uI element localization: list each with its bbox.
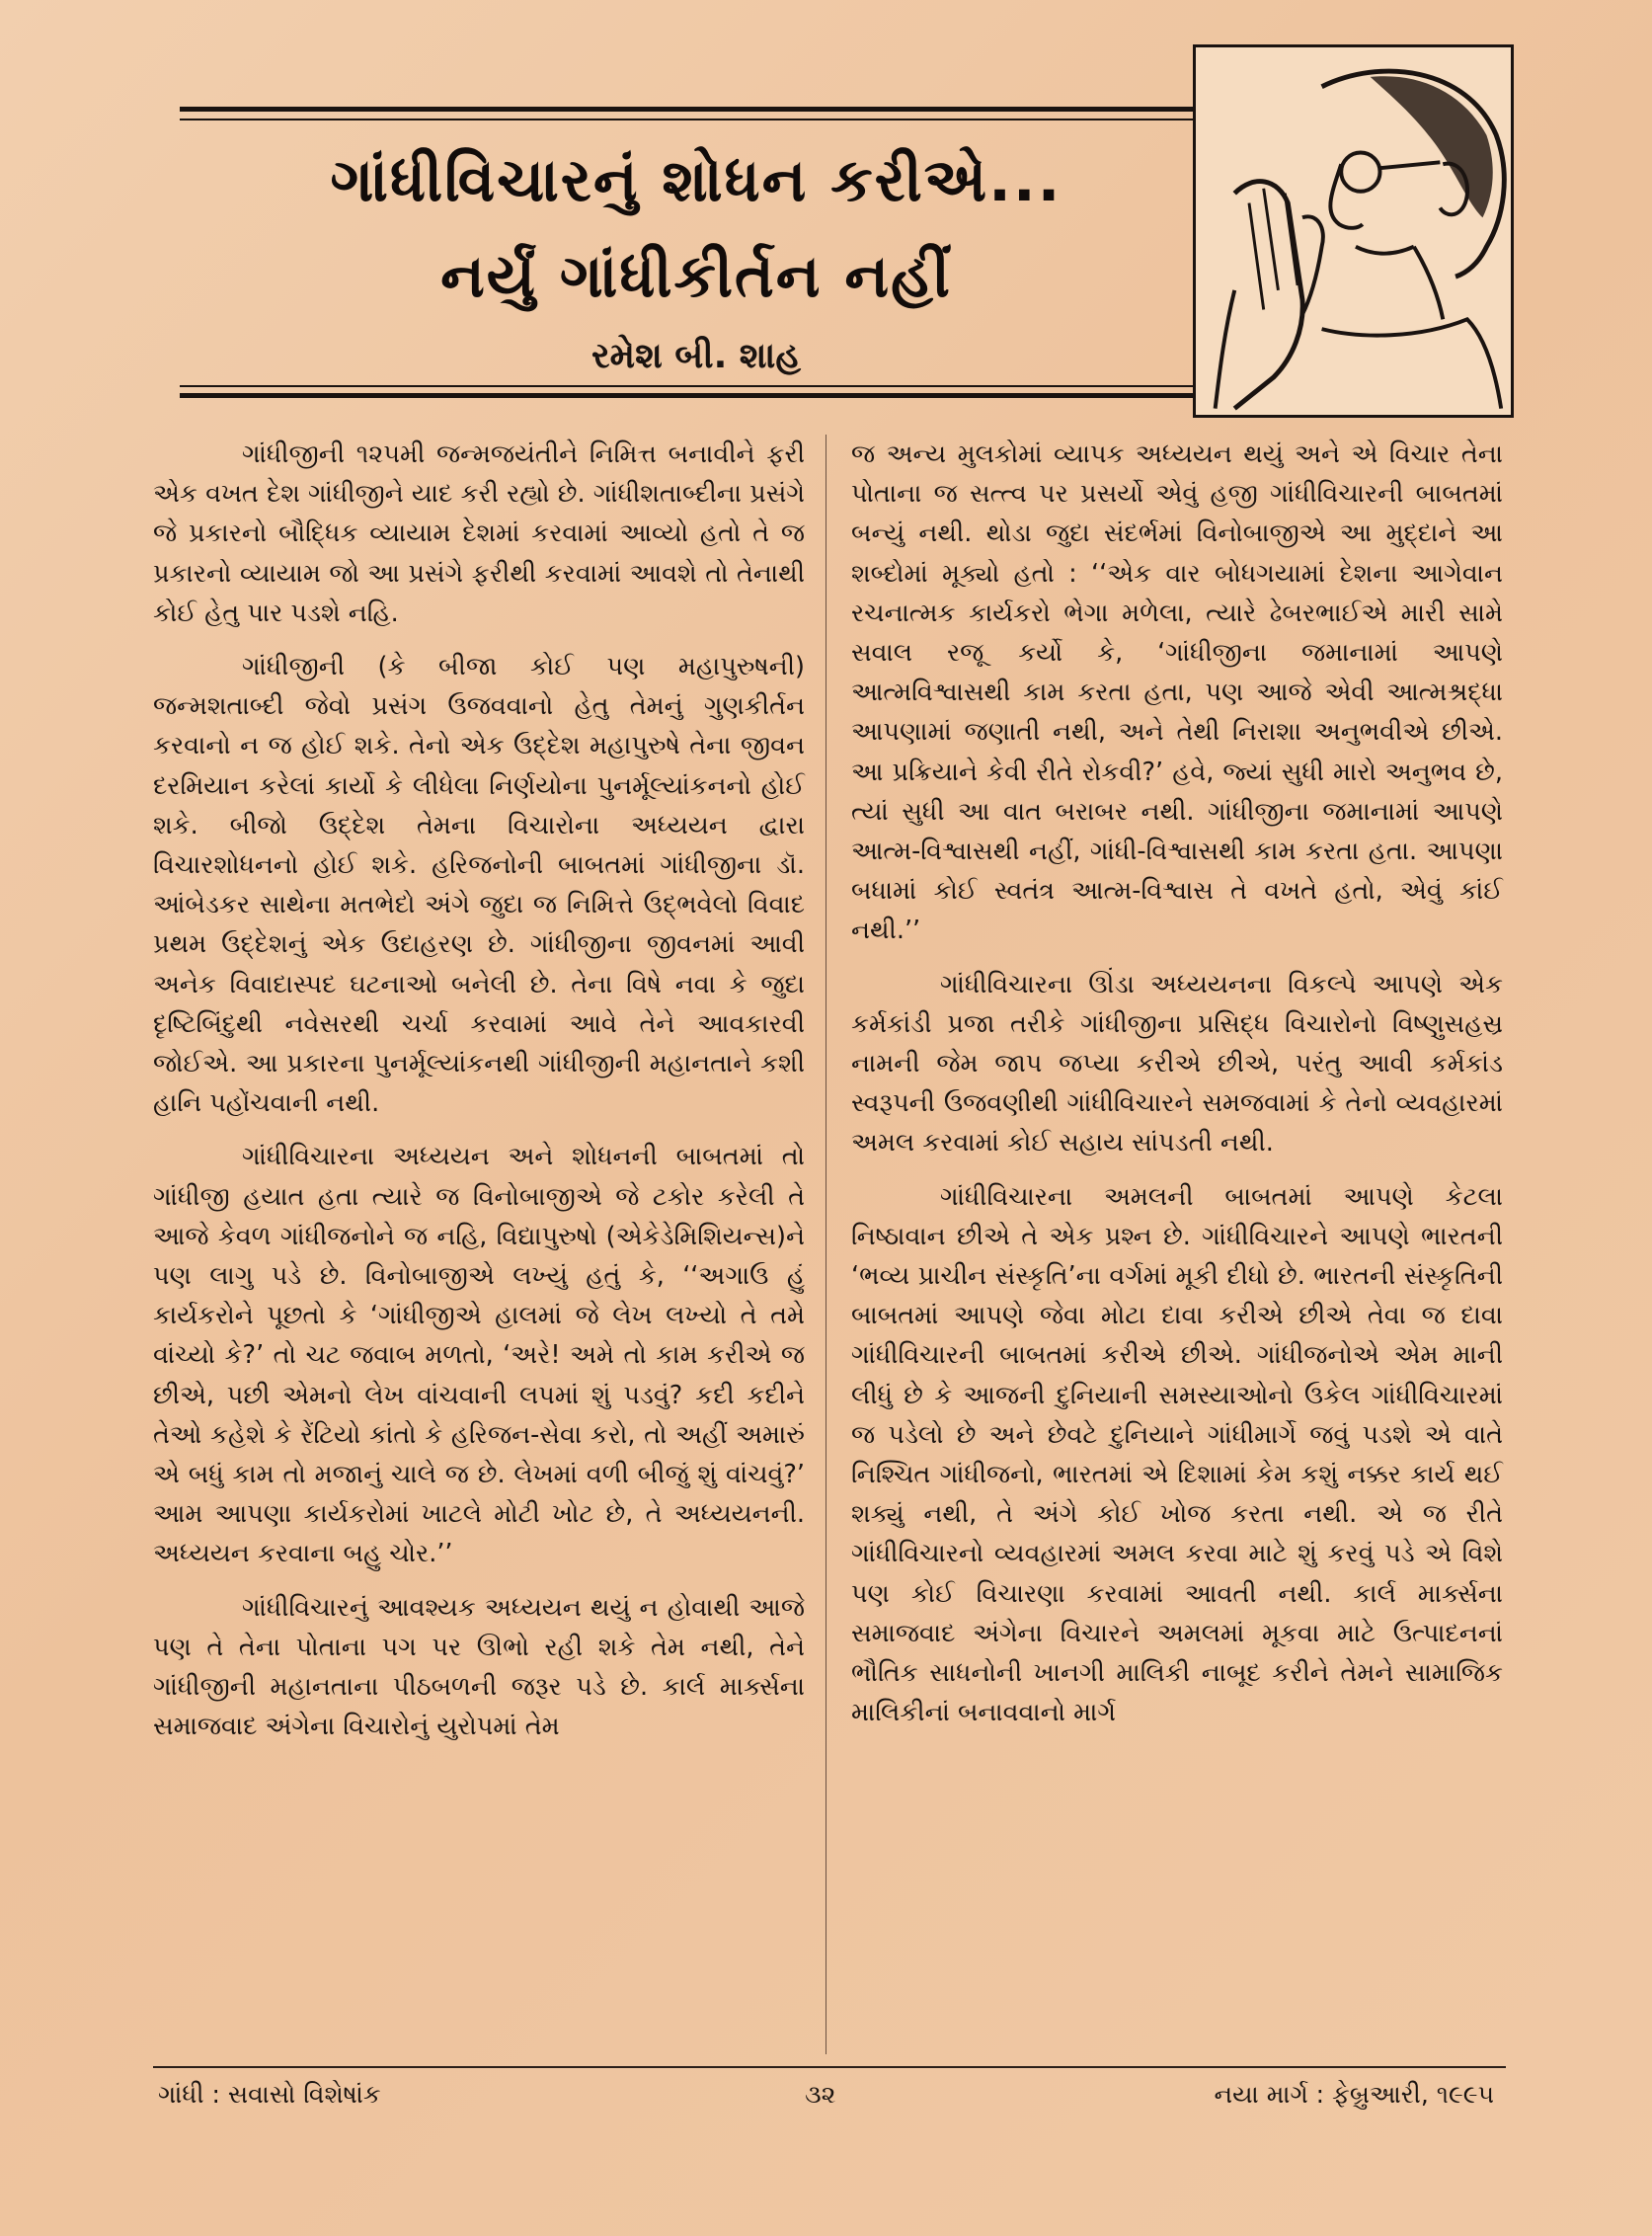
article-title-line2: નર્યું ગાંધીકીર્તન નહીં [440, 242, 952, 311]
article-title-line1: ગાંધીવિચારનું શોધન કરીએ... [330, 146, 1062, 215]
paragraph: ગાંધીજીની ૧૨૫મી જન્મજયંતીને નિમિત્ત બનાવીને ફરી એક વખત દેશ ગાંધીજીને યાદ કરી રહ્યો છે. ગાંધીશતાબ્દીના પ્રસંગે જે પ્રકારનો બૌદ્ધિક વ્યાયામ દેશમાં કરવામાં આવ્યો હતો તે જ પ્રકારનો વ્યાયામ જો આ પ્રસંગે ફરીથી કરવામાં આવશે તો તેનાથી કોઈ હેતુ પાર પડશે નહિ. [153, 439, 805, 628]
paragraph: ગાંધીવિચારના અમલની બાબતમાં આપણે કેટલા નિષ્ઠાવાન છીએ તે એક પ્રશ્ન છે. ગાંધીવિચારને આપણે ભારતની ‘ભવ્ય પ્રાચીન સંસ્કૃતિ’ના વર્ગમાં મૂકી દીધો છે. ભારતની સંસ્કૃતિની બાબતમાં આપણે જેવા મોટા દાવા કરીએ છીએ તેવા જ દાવા ગાંધીવિચારની બાબતમાં કરીએ છીએ. ગાંધીજનોએ એમ માની લીધું છે કે આજની દુનિયાની સમસ્યાઓનો ઉકેલ ગાંધીવિચારમાં જ પડેલો છે અને છેવટે દુનિયાને ગાંધીમાર્ગે જવું પડશે એ વાતે નિશ્ચિત ગાંધીજનો, ભારતમાં એ દિશામાં કેમ કશું નક્કર કાર્ય થઈ શક્યું નથી, તે અંગે કોઈ ખોજ કરતા નથી. એ જ રીતે ગાંધીવિચારનો વ્યવહારમાં અમલ કરવા માટે શું કરવું પડે એ વિશે પણ કોઈ વિચારણા કરવામાં આવતી નથી. કાર્લ માર્ક્સના સમાજવાદ અંગેના વિચારને અમલમાં મૂકવા માટે ઉત્પાદનનાં ભૌતિક સાધનોની ખાનગી માલિકી નાબૂદ કરીને તેમને સામાજિક માલિકીનાં બનાવવાનો માર્ગ [851, 1181, 1503, 1728]
page-number: ૩૨ [805, 2080, 836, 2109]
paragraph: ગાંધીવિચારના અધ્યયન અને શોધનની બાબતમાં તો ગાંધીજી હયાત હતા ત્યારે જ વિનોબાજીએ જે ટકોર કરેલી તે આજે કેવળ ગાંધીજનોને જ નહિ, વિદ્યાપુરુષો (એકેડેમિશિયન્સ)ને પણ લાગુ પડે છે. વિનોબાજીએ લખ્યું હતું કે, ‘‘અગાઉ હું કાર્યકરોને પૂછતો કે ‘ગાંધીજીએ હાલમાં જે લેખ લખ્યો તે તમે વાંચ્યો કે?’ તો ચટ જવાબ મળતો, ‘અરે! અમે તો કામ કરીએ જ છીએ, પછી એમનો લેખ વાંચવાની લપમાં શું પડવું? કદી કદીને તેઓ કહેશે કે રેંટિયો કાંતો કે હરિજન-સેવા કરો, તો અહીં અમારું એ બધું કામ તો મજાનું ચાલે જ છે. લેખમાં વળી બીજું શું વાંચવું?’ આમ આપણા કાર્યકરોમાં ખાટલે મોટી ખોટ છે, તે અધ્યયનની. અધ્યયન કરવાના બહુ ચોર.’’ [153, 1142, 805, 1569]
header-rule-bottom-thick [180, 393, 1217, 398]
right-column [851, 435, 1503, 1747]
paragraph: ગાંધીવિચારનું આવશ્યક અધ્યયન થયું ન હોવાથી આજે પણ તે તેના પોતાના પગ પર ઊભો રહી શકે તેમ નથી, તેને ગાંધીજીની મહાનતાના પીઠબળની જરૂર પડે છે. કાર્લ માર્ક્સના સમાજવાદ અંગેના વિચારોનું યુરોપમાં તેમ [153, 1592, 805, 1742]
paragraph: ગાંધીજીની (કે બીજા કોઈ પણ મહાપુરુષની) જન્મશતાબ્દી જેવો પ્રસંગ ઉજવવાનો હેતુ તેમનું ગુણકીર્તન કરવાનો ન જ હોઈ શકે. તેનો એક ઉદ્દેશ મહાપુરુષે તેના જીવન દરમિયાન કરેલાં કાર્યો કે લીધેલા નિર્ણયોના પુનર્મૂલ્યાંકનનો હોઈ શકે. બીજો ઉદ્દેશ તેમના વિચારોના અધ્યયન દ્વારા વિચારશોધનનો હોઈ શકે. હરિજનોની બાબતમાં ગાંધીજીના ડૉ. આંબેડકર સાથેના મતભેદો અંગે જુદા જ નિમિત્તે ઉદ્ભવેલો વિવાદ પ્રથમ ઉદ્દેશનું એક ઉદાહરણ છે. ગાંધીજીના જીવનમાં આવી અનેક વિવાદાસ્પદ ઘટનાઓ બનેલી છે. તેના વિષે નવા કે જુદા દૃષ્ટિબિંદુથી નવેસરથી ચર્ચા કરવામાં આવે તેને આવકારવી જોઈએ. આ પ્રકારના પુનર્મૂલ્યાંકનથી ગાંધીજીની મહાનતાને કશી હાનિ પહોંચવાની નથી. [153, 652, 805, 1119]
paragraph: જ અન્ય મુલકોમાં વ્યાપક અધ્યયન થયું અને એ વિચાર તેના પોતાના જ સત્ત્વ પર પ્રસર્યો એવું હજી ગાંધીવિચારની બાબતમાં બન્યું નથી. થોડા જુદા સંદર્ભમાં વિનોબાજીએ આ મુદ્દાને આ શબ્દોમાં મૂક્યો હતો : ‘‘એક વાર બોધગયામાં દેશના આગેવાન રચનાત્મક કાર્યકરો ભેગા મળેલા, ત્યારે ઢેબરભાઈએ મારી સામે સવાલ રજૂ કર્યો કે, ‘ગાંધીજીના જમાનામાં આપણે આત્મવિશ્વાસથી કામ કરતા હતા, પણ આજે એવી આત્મશ્રદ્ધા આપણામાં જણાતી નથી, અને તેથી નિરાશા અનુભવીએ છીએ. આ પ્રક્રિયાને કેવી રીતે રોકવી?’ હવે, જ્યાં સુધી મારો અનુભવ છે, ત્યાં સુધી આ વાત બરાબર નથી. ગાંધીજીના જમાનામાં આપણે આત્મ-વિશ્વાસથી નહીં, ગાંધી-વિશ્વાસથી કામ કરતા હતા. આપણા બધામાં કોઈ સ્વતંત્ર આત્મ-વિશ્વાસ તે વખતે હતો, એવું કાંઈ નથી.’’ [851, 439, 1503, 946]
gandhi-portrait-illustration [1193, 44, 1514, 418]
footer-magazine-date: નયા માર્ગ : ફેબ્રુઆરી, ૧૯૯૫ [1214, 2080, 1494, 2109]
gandhi-sketch-icon [1196, 47, 1511, 415]
left-column [153, 435, 805, 1761]
article-author: રમેશ બી. શાહ [591, 336, 801, 376]
footer-issue-title: ગાંધી : સવાસો વિશેષાંક [158, 2080, 381, 2109]
footer-rule [153, 2066, 1506, 2068]
paragraph: ગાંધીવિચારના ઊંડા અધ્યયનના વિકલ્પે આપણે એક કર્મકાંડી પ્રજા તરીકે ગાંધીજીના પ્રસિદ્ધ વિચારોનો વિષ્ણુસહસ્ર નામની જેમ જાપ જપ્યા કરીએ છીએ, પરંતુ આવી કર્મકાંડ સ્વરૂપની ઉજવણીથી ગાંધીવિચારને સમજવામાં કે તેનો વ્યવહારમાં અમલ કરવામાં કોઈ સહાય સાંપડતી નથી. [851, 969, 1503, 1158]
header-rule-bottom-thin [180, 385, 1217, 387]
header-rule-top-thin [180, 119, 1217, 120]
header-rule-top-thick [180, 107, 1217, 112]
